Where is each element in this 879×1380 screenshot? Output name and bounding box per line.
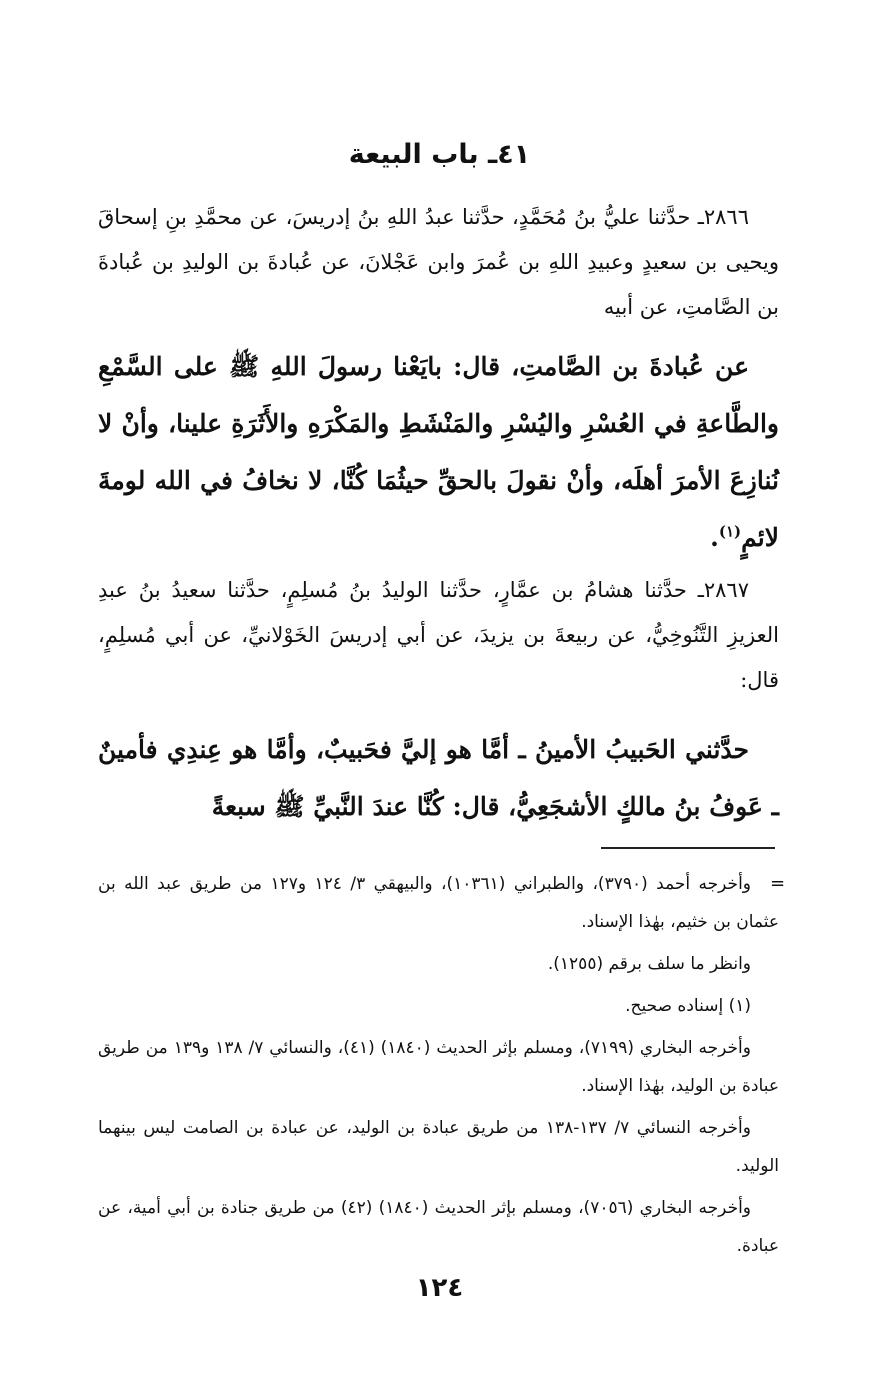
footnote-line: وأخرجه أحمد (٣٧٩٠)، والطبراني (١٠٣٦١)، والبيهقي ٣/ ١٢٤ و١٢٧ من طريق عبد الله بن عثمان بن خثيم، بهٰذا الإسناد. [98,874,779,932]
hadith-2866-matn-text: عن عُبادةَ بن الصَّامتِ، قال: بايَعْنا رسولَ اللهِ ﷺ على السَّمْعِ والطَّاعةِ في العُسْرِ واليُسْرِ والمَنْشَطِ والمَكْرَهِ والأَثَرَةِ علينا، وأنْ لا نُنازِعَ الأمرَ أهلَه، وأنْ نقولَ بالحقِّ حيثُمَا كُنَّا، لا نخافُ في الله لومةَ لائمٍ [98,352,779,552]
footnote-line: (١) إسناده صحيح. [625,996,751,1016]
footnote-divider [601,847,775,849]
footnote-line: وأخرجه النسائي ٧/ ١٣٧-١٣٨ من طريق عبادة بن الوليد، عن عبادة بن الصامت ليس بينهما الوليد. [98,1118,779,1176]
footnotes [98,865,779,1269]
page-number: ١٢٤ [415,1273,464,1303]
hadith-2866-end-mark: . [710,523,719,552]
chapter-heading: ٤١ـ باب البيعة [348,139,531,170]
footnote-line: وأخرجه البخاري (٧١٩٩)، ومسلم بإثر الحديث (١٨٤٠) (٤١)، والنسائي ٧/ ١٣٨ و١٣٩ من طريق عبادة بن الوليد، بهٰذا الإسناد. [98,1038,779,1096]
hadith-2866-isnad: ٢٨٦٦ـ حدَّثنا عليُّ بنُ مُحَمَّدٍ، حدَّثنا عبدُ اللهِ بنُ إدريسَ، عن محمَّدِ بنِ إسحاقَ ويحيى بن سعيدٍ وعبيدِ اللهِ بن عُمرَ وابن عَجْلانَ، عن عُبادةَ بن الوليدِ بن عُبادةَ بن الصَّامتِ، عن أبيه [98,205,779,319]
hadith-2866-matn [98,338,779,566]
footnote-reference: (١) [718,522,742,541]
footnote-continuation-mark: = [770,873,786,894]
hadith-2867-isnad: ٢٨٦٧ـ حدَّثنا هشامُ بن عمَّارٍ، حدَّثنا الوليدُ بنُ مُسلِمٍ، حدَّثنا سعيدُ بنُ عبدِ العزيزِ التَّنُوخِيُّ، عن ربيعةَ بن يزيدَ، عن أبي إدريسَ الخَوْلانيِّ، عن أبي مُسلِمٍ، قال: [98,578,779,692]
hadith-2867-matn: حدَّثني الحَبيبُ الأمينُ ـ أمَّا هو إليَّ فحَبيبٌ، وأمَّا هو عِندِي فأمينٌ ـ عَوفُ بنُ مالكٍ الأشجَعِيُّ، قال: كُنَّا عندَ النَّبيِّ ﷺ سبعةً [98,735,779,821]
footnote-line: وانظر ما سلف برقم (١٢٥٥). [547,954,751,974]
footnote-line: وأخرجه البخاري (٧٠٥٦)، ومسلم بإثر الحديث (١٨٤٠) (٤٢) من طريق جنادة بن أبي أمية، عن عبادة. [98,1198,779,1256]
